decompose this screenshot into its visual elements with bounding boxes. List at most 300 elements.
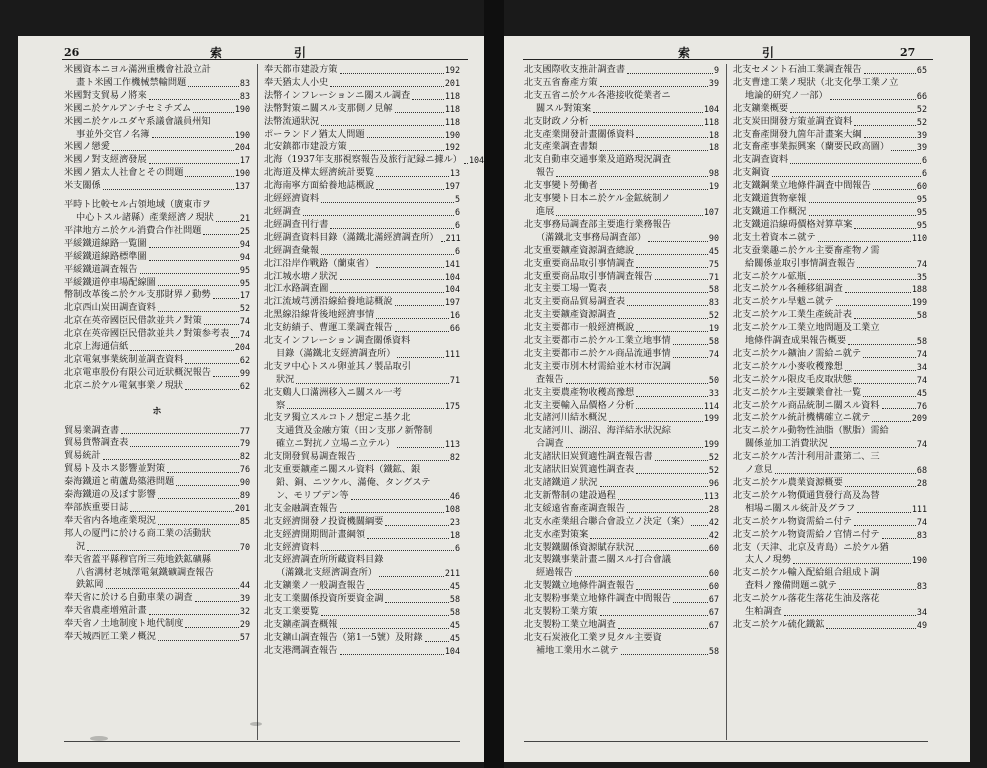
index-entry [64, 515, 250, 528]
index-entry-continuation [733, 503, 927, 516]
running-head-right: 索 引 [678, 46, 805, 60]
entry-title: 北支港灣調査報告 [264, 644, 338, 656]
index-entry [264, 619, 460, 632]
entry-title: 北支蚕業趣ニ於ケル主要畜產物ノ需 [733, 244, 880, 256]
index-entry [64, 437, 250, 450]
index-entry-continuation [733, 464, 927, 477]
index-entry [524, 516, 719, 529]
index-entry [524, 348, 719, 361]
index-entry [733, 619, 927, 632]
index-entry [64, 328, 250, 341]
index-entry [264, 271, 460, 284]
leader-dots [464, 163, 468, 164]
entry-page-number: 58 [708, 645, 719, 656]
index-column-right-2 [733, 64, 927, 632]
entry-title: 北支セメント石油工業調査報告 [733, 64, 862, 75]
entry-page-number: 57 [239, 632, 250, 643]
index-entry [264, 77, 460, 90]
index-entry [264, 606, 460, 619]
index-entry [264, 309, 460, 322]
index-entry [264, 464, 460, 477]
index-entry-continuation [64, 212, 250, 225]
leader-dots [412, 99, 444, 100]
index-entry [733, 374, 927, 387]
entry-title: 米國ニ於ケルアンチセミチズム [64, 102, 192, 114]
index-entry-continuation [733, 335, 927, 348]
leader-dots [809, 215, 916, 216]
index-entry [524, 141, 719, 154]
index-entry [524, 77, 719, 90]
entry-page-number: 74 [708, 348, 719, 359]
entry-title: ン、モリブデン等 [276, 489, 349, 501]
leader-dots [854, 525, 916, 526]
index-entry [524, 271, 719, 284]
index-entry [264, 193, 460, 206]
entry-title: 北支產業開發計畫關係資料 [524, 128, 635, 140]
leader-dots [395, 331, 449, 332]
index-entry-continuation [264, 567, 460, 580]
index-entry [264, 335, 460, 348]
entry-title: 北支ニ於ケル旱魃ニ就テ [733, 296, 834, 308]
entry-title: 生粕調査 [745, 606, 782, 618]
leader-dots [575, 576, 708, 577]
leader-dots [655, 460, 708, 461]
entry-title: 北支國際收支推計調査書 [524, 64, 626, 75]
entry-title: 北支鋼資 [733, 167, 770, 179]
leader-dots [845, 370, 916, 371]
index-entry [264, 64, 460, 77]
index-entry [524, 529, 719, 542]
entry-title: 北支ニ於ケル工業立地問題及工業立 [733, 322, 880, 334]
entry-title: 北支主要都市一般經濟概說 [524, 322, 635, 334]
leader-dots [845, 486, 916, 487]
entry-page-number: 190 [234, 129, 250, 140]
leader-dots [167, 472, 239, 473]
footer-rule-right [524, 741, 928, 742]
entry-page-number: 60 [708, 568, 719, 579]
index-entry [64, 554, 250, 567]
entry-page-number: 90 [239, 477, 250, 488]
index-column-left-1 [64, 64, 250, 644]
entry-page-number: 75 [708, 258, 719, 269]
leader-dots [627, 305, 708, 306]
entry-page-number: 83 [916, 529, 927, 540]
leader-dots [330, 228, 454, 229]
entry-page-number: 33 [708, 387, 719, 398]
entry-page-number: 62 [239, 354, 250, 365]
index-entry [524, 606, 719, 619]
leader-dots [287, 408, 444, 409]
leader-dots [158, 640, 239, 641]
leader-dots [296, 383, 449, 384]
entry-title: 相場ニ關スル統計及グラフ [745, 502, 856, 514]
entry-page-number: 6 [921, 168, 927, 179]
leader-dots [340, 654, 444, 655]
entry-page-number: 83 [239, 90, 250, 101]
entry-title: 北支諸河川、湖沼、海洋結氷狀況綜 [524, 425, 671, 437]
entry-title: 幣制改革後ニ於ケル支那財界ノ動勢 [64, 289, 211, 301]
entry-page-number: 113 [444, 439, 460, 450]
entry-page-number: 34 [916, 607, 927, 618]
leader-dots [836, 305, 911, 306]
entry-title: 北支重要鑛產ニ關スル資料（鐵鉱、銀 [264, 464, 421, 476]
leader-dots [213, 376, 239, 377]
entry-page-number: 6 [454, 206, 460, 217]
leader-dots [395, 112, 444, 113]
entry-page-number: 39 [239, 593, 250, 604]
entry-page-number: 45 [708, 245, 719, 256]
entry-page-number: 18 [708, 129, 719, 140]
entry-page-number: 34 [916, 361, 927, 372]
index-entry-continuation [264, 374, 460, 387]
entry-title: 北經調査刊行書 [264, 218, 329, 230]
entry-title: 北支主要輸入品價格ノ分析 [524, 399, 635, 411]
entry-title: 北支水產業組合聯合會設立ノ決定（案） [524, 515, 690, 527]
entry-page-number: 58 [449, 607, 460, 618]
index-entry [64, 238, 250, 251]
entry-page-number: 83 [708, 297, 719, 308]
index-entry [264, 219, 460, 232]
entry-title: 北海道及樺太經濟統計要覧 [264, 167, 375, 179]
spacer [64, 393, 250, 401]
entry-page-number: 99 [239, 367, 250, 378]
entry-page-number: 197 [444, 297, 460, 308]
entry-title: 北支ヲ中心トスル卵並其ノ製品取引 [264, 360, 411, 372]
entry-page-number: 18 [449, 529, 460, 540]
index-entry [64, 289, 250, 302]
index-entry [264, 116, 460, 129]
entry-title: 米國資本ニヨル滿洲重機會社設立計 [64, 64, 211, 75]
index-entry [733, 348, 927, 361]
leader-dots [618, 499, 703, 500]
leader-dots [864, 73, 916, 74]
entry-page-number: 49 [916, 619, 927, 630]
index-entry [524, 283, 719, 296]
entry-title: 北支ニ於ケル苦汁利用計畫第二、三 [733, 451, 880, 463]
index-entry [733, 167, 927, 180]
index-entry-continuation [524, 206, 719, 219]
leader-dots [349, 150, 444, 151]
index-entry [733, 477, 927, 490]
leader-dots [600, 189, 708, 190]
entry-page-number: 118 [444, 90, 460, 101]
entry-title: 北江沿岸作戰路（蘭東省） [264, 257, 375, 269]
leader-dots [566, 447, 703, 448]
index-entry [64, 199, 250, 212]
entry-title: 北支調査資料 [733, 154, 789, 166]
entry-title: 北支ニ於ケル硫化鐵鉱 [733, 618, 825, 630]
index-entry [264, 180, 460, 193]
index-entry [524, 322, 719, 335]
entry-page-number: 104 [468, 155, 485, 166]
index-entry [64, 251, 250, 264]
entry-page-number: 199 [911, 297, 927, 308]
entry-title: 平綏鐵道線路一覧圖 [64, 237, 147, 249]
entry-page-number: 52 [916, 116, 927, 127]
index-entry [733, 400, 927, 413]
entry-title: 支通貨及金融方策（田ン支那ノ新幣制 [276, 425, 433, 437]
entry-page-number: 32 [239, 606, 250, 617]
index-entry [264, 451, 460, 464]
entry-title: 北支ニ於ケル落花生落花生油及落花 [733, 593, 880, 605]
entry-title: 平綏鐵道調査報告 [64, 263, 138, 275]
entry-title: 北支主要都市ニ於ケル工業立地事情 [524, 335, 671, 347]
index-entry-continuation [64, 567, 250, 580]
entry-title: 北支製粉工業方策 [524, 606, 598, 618]
entry-page-number: 6 [921, 155, 927, 166]
entry-title: 北支ニ於ケル小麥收穫豫想 [733, 360, 843, 372]
index-entry-continuation [264, 400, 460, 413]
entry-title: （滿鐵北支事務局調査部） [536, 231, 647, 243]
entry-page-number: 95 [916, 206, 927, 217]
leader-dots [188, 86, 239, 87]
index-entry [733, 322, 927, 335]
index-entry [733, 516, 927, 529]
index-entry [733, 361, 927, 374]
leader-dots [600, 615, 708, 616]
entry-page-number: 199 [703, 439, 719, 450]
entry-title: 北經經濟資料 [264, 193, 320, 205]
entry-page-number: 111 [444, 348, 460, 359]
index-entry-continuation [264, 477, 460, 490]
leader-dots [340, 279, 444, 280]
entry-page-number: 5 [454, 194, 460, 205]
entry-page-number: 74 [916, 374, 927, 385]
entry-title: 貿易ト及ホス影響並對策 [64, 463, 166, 475]
leader-dots [673, 357, 708, 358]
entry-title: 北支ニ於ケル砿瓶 [733, 270, 807, 282]
index-entry [64, 64, 250, 77]
entry-page-number: 60 [916, 181, 927, 192]
index-entry-continuation [64, 541, 250, 554]
entry-page-number: 42 [708, 516, 719, 527]
leader-dots [106, 588, 239, 589]
entry-page-number: 45 [449, 581, 460, 592]
entry-page-number: 90 [708, 232, 719, 243]
entry-page-number: 6 [454, 542, 460, 553]
index-entry [264, 154, 485, 167]
index-entry-continuation [264, 348, 460, 361]
entry-page-number: 58 [708, 336, 719, 347]
entry-title: 査料ノ豫備問題ニ就テ [745, 580, 837, 592]
leader-dots [839, 589, 916, 590]
leader-dots [593, 112, 703, 113]
leader-dots [590, 538, 708, 539]
ink-smudge [250, 722, 262, 726]
entry-page-number: 67 [708, 594, 719, 605]
entry-title: 北支經濟開期間計畫綱領 [264, 528, 366, 540]
leader-dots [425, 641, 449, 642]
entry-page-number: 67 [708, 619, 719, 630]
entry-page-number: 79 [239, 438, 250, 449]
entry-page-number: 211 [445, 232, 461, 243]
entry-page-number: 98 [708, 168, 719, 179]
entry-title: 北支重要商品取引事情調査報告 [524, 270, 653, 282]
entry-title: 畫ト米國工作機械禁輸問題 [76, 76, 187, 88]
leader-dots [863, 357, 916, 358]
index-entry [64, 315, 250, 328]
entry-title: 北京在英帝國臣民借款並共ノ對策参考表 [64, 328, 230, 340]
index-entry-continuation [733, 258, 927, 271]
entry-title: 北支土着資本ニ就テ [733, 231, 816, 243]
entry-title: 目錄（滿鐵北支經濟調査所） [276, 347, 396, 359]
leader-dots [176, 485, 239, 486]
entry-page-number: 18 [708, 142, 719, 153]
leader-dots [358, 460, 449, 461]
leader-dots [618, 318, 708, 319]
index-entry-continuation [64, 77, 250, 90]
index-entry [524, 245, 719, 258]
entry-title: 北江水路調査圖 [264, 283, 329, 295]
entry-page-number: 66 [449, 323, 460, 334]
entry-title: 事並外交官ノ名簿 [76, 128, 150, 140]
index-entry [733, 206, 927, 219]
leader-dots [185, 363, 238, 364]
leader-dots [566, 383, 708, 384]
index-entry [733, 116, 927, 129]
entry-page-number: 9 [713, 65, 719, 75]
leader-dots [793, 563, 911, 564]
entry-title: 北支紡績子、曹運工業調査報告 [264, 322, 393, 334]
index-entry [733, 129, 927, 142]
index-entry [524, 593, 719, 606]
book-spine [484, 0, 504, 768]
index-entry [64, 425, 250, 438]
entry-title: 北支ニ於ケル物資需給ニ付テ [733, 515, 852, 527]
index-column-left-2 [264, 64, 485, 658]
entry-page-number: 137 [234, 181, 250, 192]
header-rule-right [523, 59, 933, 60]
entry-title: 北支主要農產物收穫高豫想 [524, 386, 635, 398]
index-entry [64, 277, 250, 290]
index-entry [264, 593, 460, 606]
index-entry-continuation [524, 438, 719, 451]
entry-title: 北安鎮都市建設方策 [264, 141, 347, 153]
entry-title: 北支ヲ獨立スルコトノ想定ニ基ク北 [264, 412, 411, 424]
leader-dots [863, 396, 916, 397]
index-entry [264, 258, 460, 271]
entry-title: 補地工業用水ニ就テ [536, 644, 619, 656]
entry-title: 北支經濟開發ノ投資機關綱要 [264, 515, 384, 527]
entry-page-number: 6 [454, 219, 460, 230]
entry-title: 關スル對策案 [536, 102, 592, 114]
entry-page-number: 58 [916, 310, 927, 321]
index-entry [733, 309, 927, 322]
leader-dots [376, 267, 444, 268]
index-entry [64, 367, 250, 380]
entry-page-number: 16 [449, 310, 460, 321]
leader-dots [636, 267, 708, 268]
entry-title: 北海南寧方面給養地誌概說 [264, 180, 375, 192]
leader-dots [775, 473, 916, 474]
entry-title: 經過報告 [536, 567, 573, 579]
entry-page-number: 114 [703, 400, 719, 411]
entry-page-number: 82 [449, 452, 460, 463]
entry-title: 北支工業關係投資所要資金調 [264, 593, 384, 605]
index-entry [524, 632, 719, 645]
entry-title: 合調査 [536, 438, 564, 450]
leader-dots [185, 176, 233, 177]
index-entry [733, 64, 927, 77]
index-entry [733, 412, 927, 425]
entry-title: 北京在英帝國臣民借款並共ノ對策 [64, 315, 202, 327]
leader-dots [636, 396, 708, 397]
leader-dots [790, 112, 916, 113]
index-entry [733, 451, 927, 464]
index-entry [733, 77, 927, 90]
leader-dots [857, 512, 911, 513]
index-entry-continuation [264, 425, 460, 438]
index-entry-continuation [733, 606, 927, 619]
entry-page-number: 45 [449, 619, 460, 630]
leader-dots [618, 628, 708, 629]
leader-dots [872, 421, 911, 422]
index-entry [524, 64, 719, 77]
entry-page-number: 141 [444, 258, 460, 269]
index-entry [64, 302, 250, 315]
section-heading: ホ [152, 405, 162, 417]
leader-dots [231, 337, 239, 338]
entry-page-number: 74 [239, 316, 250, 327]
entry-page-number: 52 [239, 303, 250, 314]
leader-dots [376, 189, 444, 190]
leader-dots [826, 628, 915, 629]
index-entry [64, 605, 250, 618]
entry-title: ノ意見 [745, 464, 773, 476]
entry-title: 北支主要商品貿易調査表 [524, 296, 626, 308]
entry-title: 奉天城西匠工業ノ概況 [64, 631, 156, 643]
leader-dots [340, 73, 444, 74]
page-number-left: 26 [64, 46, 80, 59]
leader-dots [397, 357, 443, 358]
entry-page-number: 60 [708, 542, 719, 553]
leader-dots [845, 292, 911, 293]
index-entry [524, 464, 719, 477]
leader-dots [351, 499, 449, 500]
leader-dots [809, 202, 916, 203]
entry-title: 北支鐵鋼業立地條件調査中間報告 [733, 180, 871, 192]
index-entry [64, 103, 250, 116]
leader-dots [397, 447, 444, 448]
entry-title: 北京西山炭田調査資料 [64, 302, 156, 314]
entry-page-number: 65 [916, 65, 927, 75]
entry-title: 北支ニ於ケル物資需給ノ官情ニ付テ [733, 528, 880, 540]
leader-dots [857, 267, 916, 268]
entry-title: 貿易業調査書 [64, 424, 120, 436]
entry-title: 奉天省内各地產業現況 [64, 514, 156, 526]
entry-page-number: 199 [703, 413, 719, 424]
entry-title: 北支諸狀旧炭質適性調査表 [524, 464, 635, 476]
entry-title: 北支經濟調査所所藏資料目錄 [264, 554, 384, 566]
entry-page-number: 175 [444, 400, 460, 411]
entry-title: 北支ニ於ケル限皮毛皮取狀態 [733, 373, 852, 385]
leader-dots [376, 176, 449, 177]
leader-dots [790, 163, 921, 164]
leader-dots [636, 473, 708, 474]
entry-page-number: 23 [449, 516, 460, 527]
leader-dots [149, 614, 239, 615]
index-entry [524, 619, 719, 632]
index-entry [264, 206, 460, 219]
leader-dots [193, 112, 234, 113]
leader-dots [149, 99, 239, 100]
entry-title: 奉天省農產增殖計畫 [64, 605, 147, 617]
index-entry [264, 632, 460, 645]
entry-title: 米國ニ於ケルユダヤ系議會議員州知 [64, 115, 211, 127]
entry-page-number: 58 [708, 284, 719, 295]
entry-page-number: 6 [454, 245, 460, 256]
entry-title: 査報告 [536, 373, 564, 385]
